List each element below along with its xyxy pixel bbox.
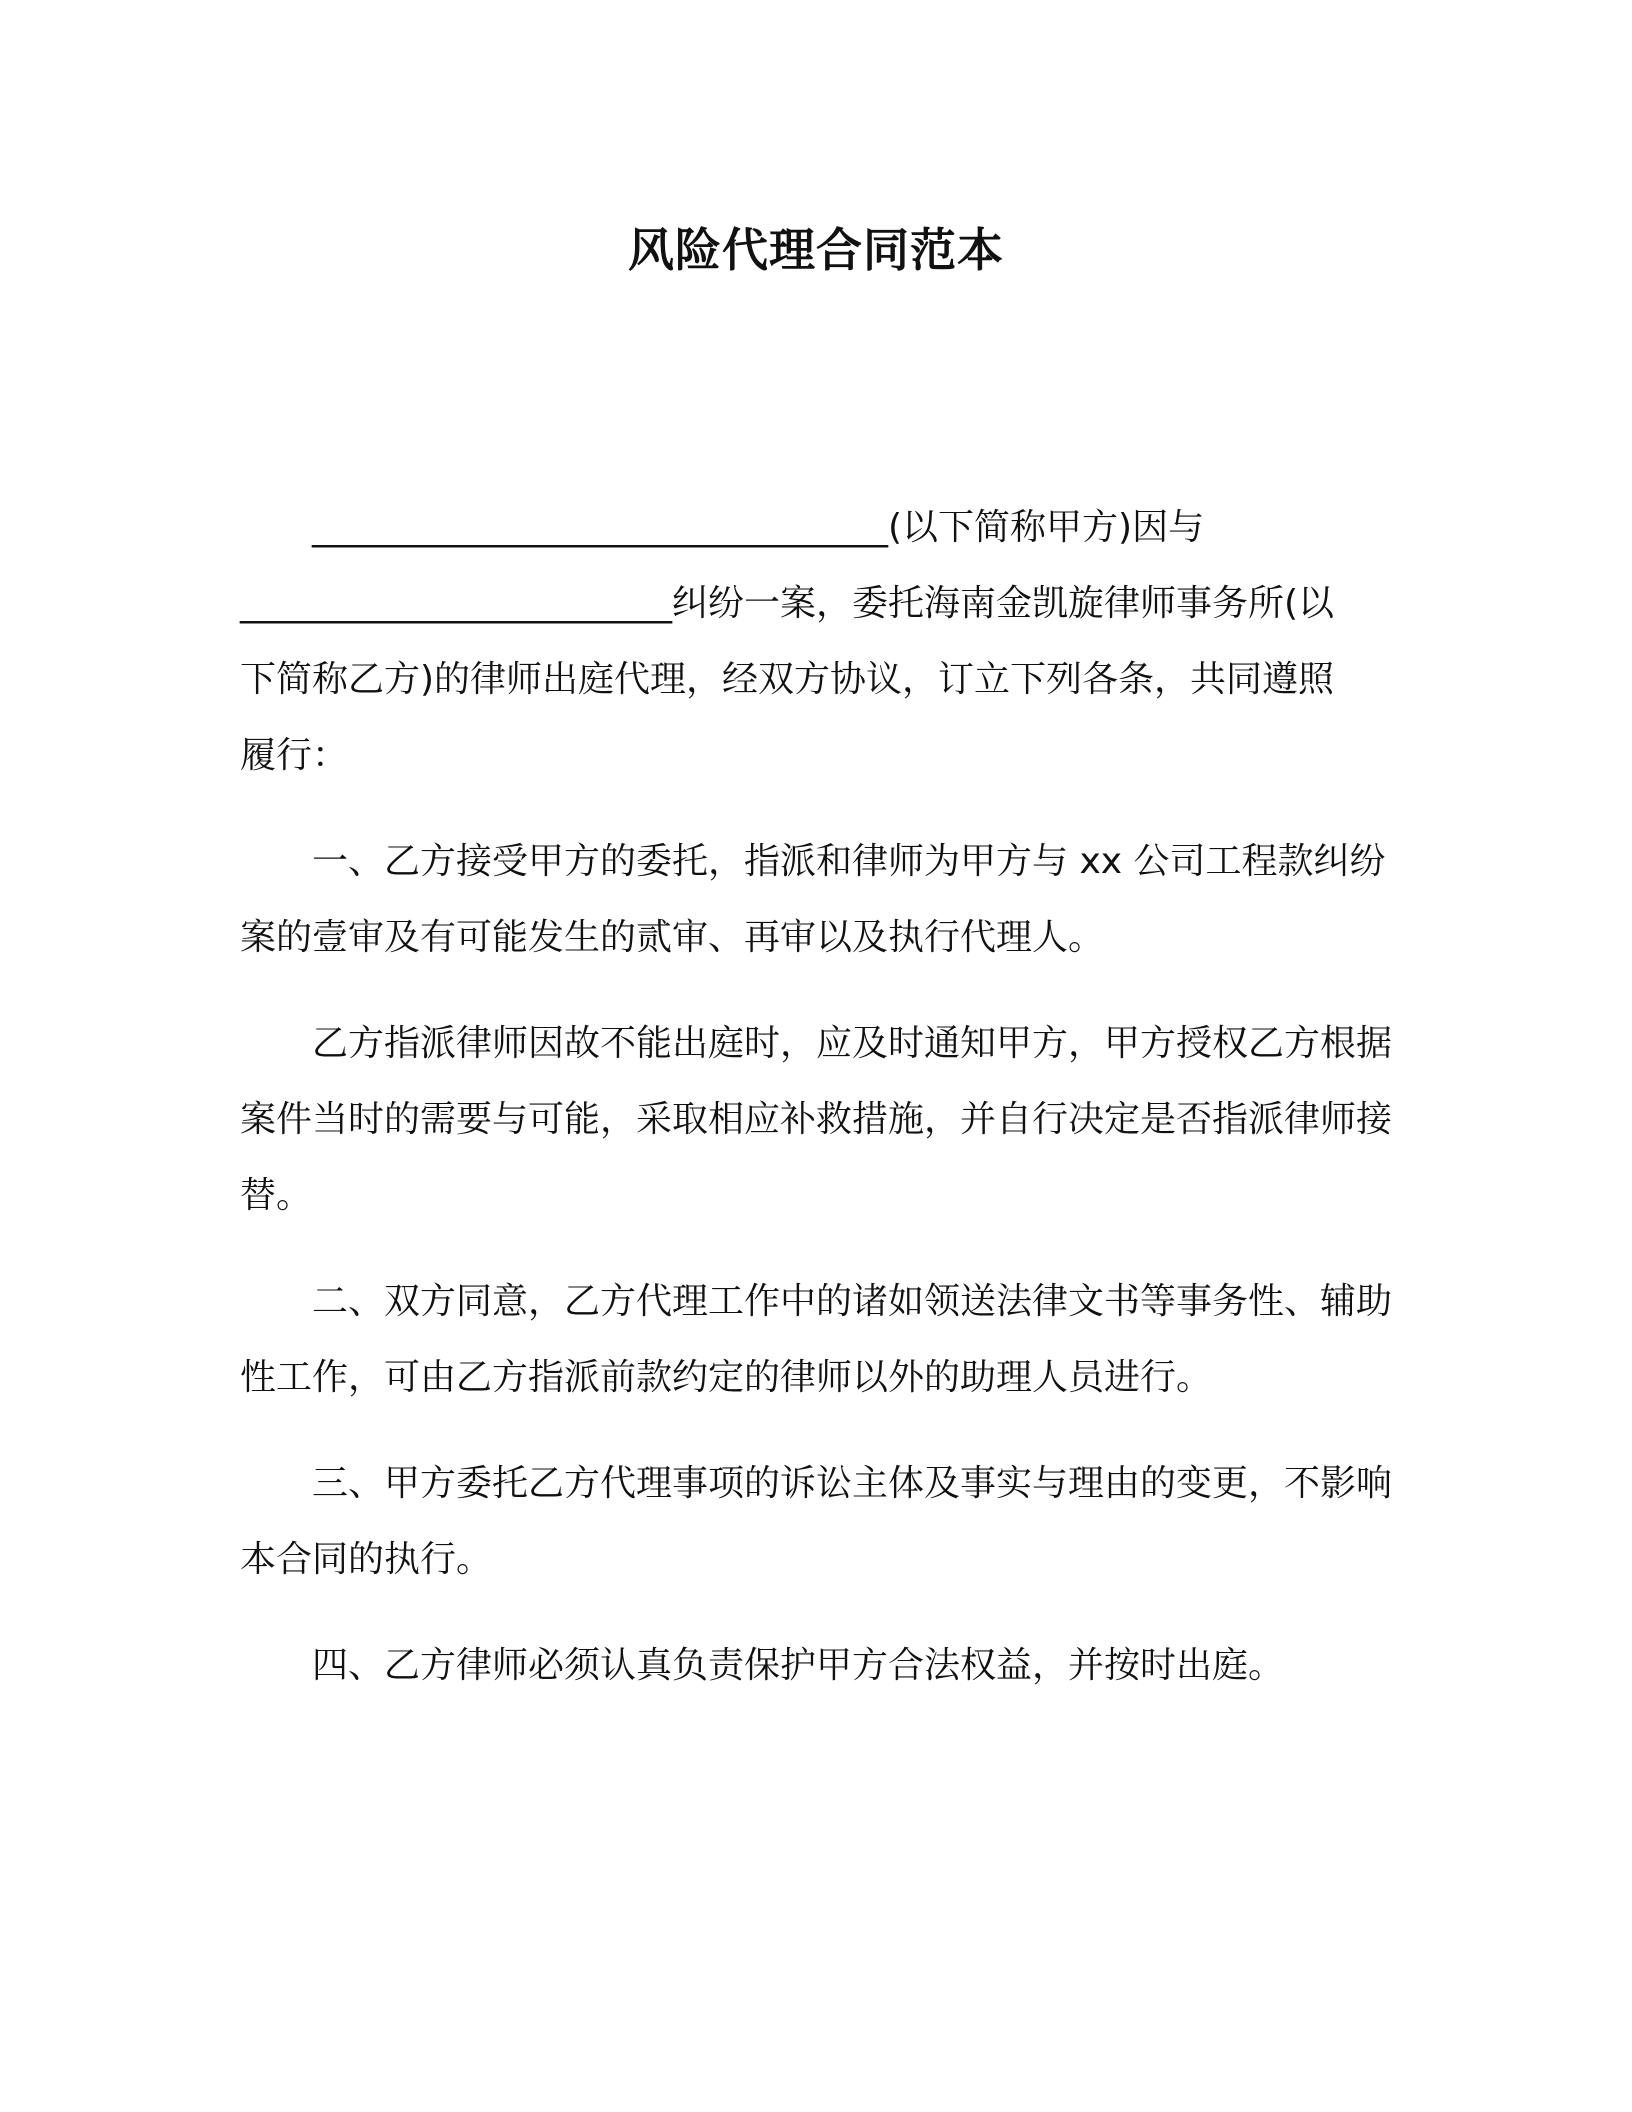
intro-line2-text: 纠纷一案，委托海南金凯旋律师事务所(以 bbox=[672, 583, 1335, 624]
clause-1-supplement: 乙方指派律师因故不能出庭时，应及时通知甲方，甲方授权乙方根据案件当时的需要与可能，采取相应补救措施，并自行决定是否指派律师接替。 bbox=[240, 1023, 1393, 1216]
clause-4: 四、乙方律师必须认真负责保护甲方合法权益，并按时出庭。 bbox=[312, 1645, 1285, 1686]
intro-line2 bbox=[240, 566, 1400, 642]
clause-2: 二、双方同意，乙方代理工作中的诸如领送法律文书等事务性、辅助性工作，可由乙方指派前款约定的律师以外的助理人员进行。 bbox=[240, 1281, 1393, 1398]
clause-3: 三、甲方委托乙方代理事项的诉讼主体及事实与理由的变更，不影响本合同的执行。 bbox=[240, 1463, 1393, 1580]
intro-line3: 下简称乙方)的律师出庭代理，经双方协议，订立下列各条，共同遵照 bbox=[240, 659, 1335, 700]
document-title: 风险代理合同范本 bbox=[628, 223, 1004, 277]
clause-1: 一、乙方接受甲方的委托，指派和律师为甲方与 xx 公司工程款纠纷案的壹审及有可能发生的贰审、再审以及执行代理人。 bbox=[240, 841, 1386, 958]
intro-line1-text: (以下简称甲方)因与 bbox=[888, 507, 1205, 548]
party-b-blank: ________________________ bbox=[240, 583, 672, 624]
intro-line4: 履行： bbox=[240, 735, 349, 776]
document-body bbox=[240, 490, 1400, 1734]
intro-paragraph bbox=[240, 490, 1400, 794]
party-a-blank: ________________________________ bbox=[312, 507, 888, 548]
